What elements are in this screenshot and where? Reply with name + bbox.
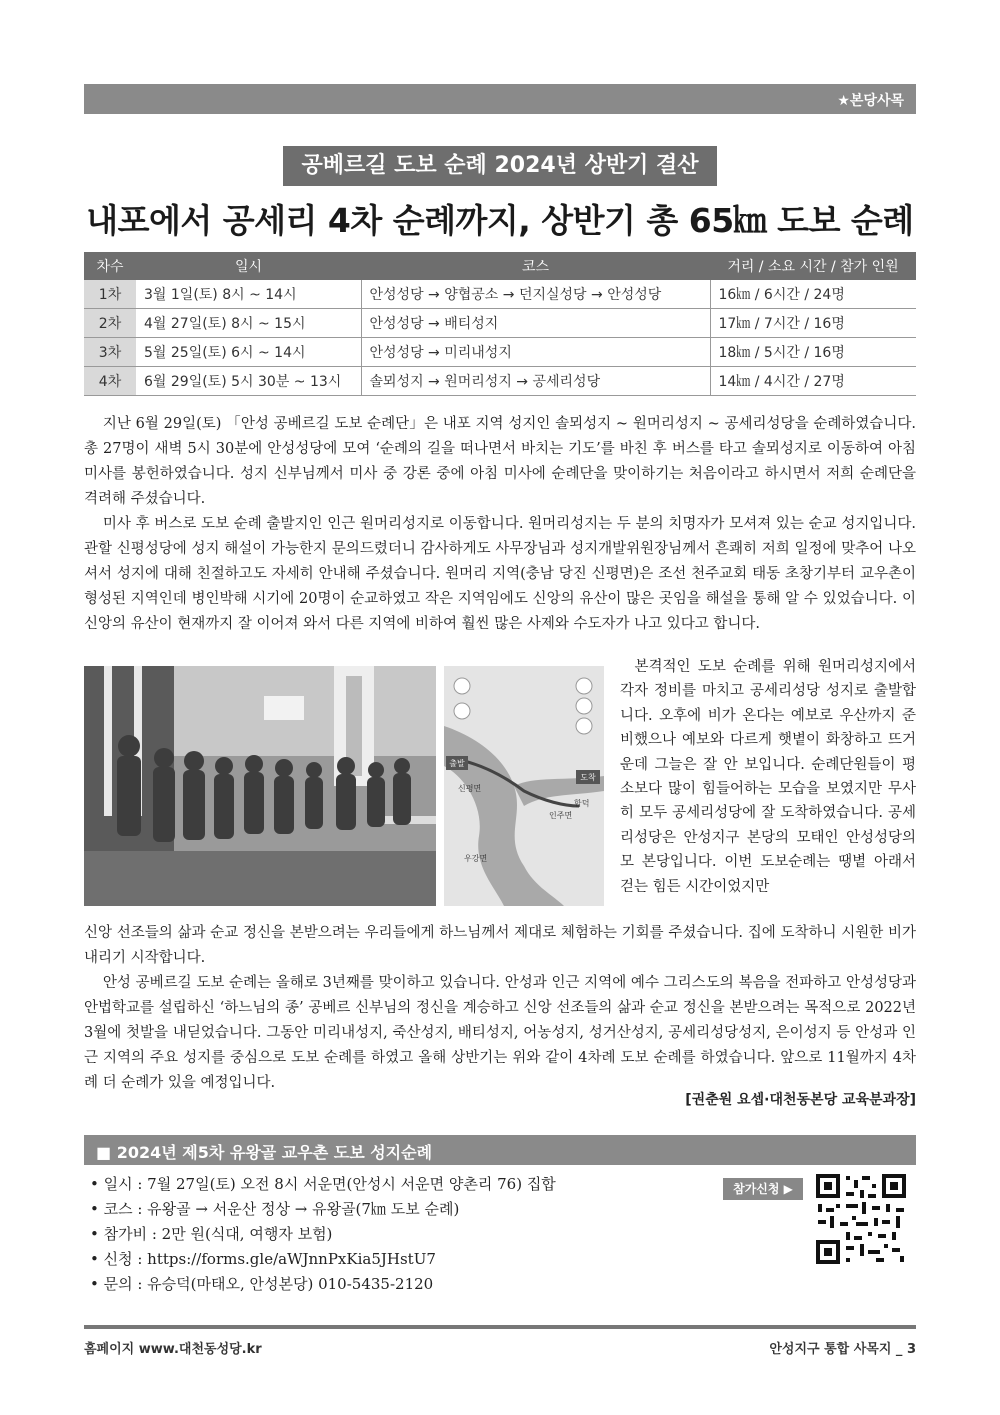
article-paragraph: 본격적인 도보 순례를 위해 원머리성지에서 각자 정비를 마치고 공세리성당 성지로 출발합니다. 오후에 비가 온다는 예보로 우산까지 준비했으나 예보와 다르게 햇볕이 화창하고 뜨거운데 그늘은 잘 안 보입니다. 순례단원들이 평소보다 많이 힘들어하는 모습을 보였지만 무사히 모두 공세리성당에 잘 도착하였습니다. 공세리성당은 안성지구 본당의 모태인 안성성당의 모 본당입니다. 이번 도보순례는 땡볕 아래서 걷는 힘든 시간이었지만 — [620, 659, 916, 895]
table-cell: 5월 25일(토) 6시 ~ 14시 — [136, 338, 361, 367]
table-cell: 14㎞ / 4시간 / 27명 — [710, 367, 916, 396]
table-header-row — [84, 252, 916, 280]
table-cell: 4월 27일(토) 8시 ~ 15시 — [136, 309, 361, 338]
article-body-bottom — [84, 921, 916, 1096]
article-paragraph: 신앙 선조들의 삶과 순교 정신을 본받으려는 우리들에게 하느님께서 제대로 체험하는 기회를 주셨습니다. 집에 도착하니 시원한 비가 내리기 시작합니다. — [84, 925, 916, 966]
table-cell: 안성성당 → 미리내성지 — [361, 338, 710, 367]
notice-header-bar — [84, 1135, 916, 1165]
table-cell: 솔뫼성지 → 원머리성지 → 공세리성당 — [361, 367, 710, 396]
apply-button[interactable]: 참가신청 ▶ — [723, 1178, 803, 1200]
qr-code-icon[interactable] — [816, 1174, 906, 1264]
table-cell: 18㎞ / 5시간 / 16명 — [710, 338, 916, 367]
col-header: 일시 — [136, 252, 361, 280]
map-label: 도착 — [580, 773, 596, 782]
pilgrims-photo-illustration — [84, 666, 436, 906]
article-headline: 내포에서 공세리 4차 순례까지, 상반기 총 65㎞ 도보 순례 — [86, 201, 914, 240]
table-cell: 2차 — [84, 309, 136, 338]
table-row — [84, 309, 916, 338]
article-paragraph: 지난 6월 29일(토) 「안성 공베르길 도보 순례단」은 내포 지역 성지인 솔뫼성지 ~ 원머리성지 ~ 공세리성당을 순례하였습니다. 총 27명이 새벽 5시 30분에 안성성당에 모여 ‘순례의 길을 떠나면서 바치는 기도’를 바친 후 버스를 타고 솔뫼성지로 이동하여 아침 미사를 봉헌하였습니다. 성지 신부님께서 미사 중 강론 중에 아침 미사에 순례단을 맞이하기는 처음이라고 하시면서 저희 순례단을 격려해 주셨습니다. — [84, 416, 916, 507]
table-cell: 4차 — [84, 367, 136, 396]
footer-page-label: 안성지구 통합 사목지 _ 3 — [769, 1342, 916, 1357]
list-item[interactable]: • 신청 : https://forms.gle/aWJnnPxKia5JHstU7 — [90, 1250, 436, 1268]
list-item: • 일시 : 7월 27일(토) 오전 8시 서운면(안성시 서운면 양촌리 76) 집합 — [90, 1175, 556, 1193]
schedule-table — [84, 252, 916, 396]
map-label: 출발 — [449, 759, 465, 768]
map-label: 인주면 — [549, 811, 573, 820]
list-item: • 코스 : 유왕골 → 서운산 정상 → 유왕골(7㎞ 도보 순례) — [90, 1200, 460, 1218]
list-item: • 문의 : 유승덕(마태오, 안성본당) 010-5435-2120 — [90, 1275, 434, 1293]
table-cell: 16㎞ / 6시간 / 24명 — [710, 280, 916, 309]
table-row — [84, 338, 916, 367]
table-row — [84, 367, 916, 396]
route-map-graphic — [444, 666, 604, 906]
table-cell: 안성성당 → 양협공소 → 던지실성당 → 안성성당 — [361, 280, 710, 309]
table-cell: 안성성당 → 배티성지 — [361, 309, 710, 338]
author-credit: [권춘원 요셉·대천동본당 교육분과장] — [685, 1092, 916, 1108]
group-photo — [84, 666, 436, 906]
table-cell: 1차 — [84, 280, 136, 309]
route-map — [444, 666, 604, 906]
col-header: 거리 / 소요 시간 / 참가 인원 — [710, 252, 916, 280]
table-cell: 6월 29일(토) 5시 30분 ~ 13시 — [136, 367, 361, 396]
table-cell: 3월 1일(토) 8시 ~ 14시 — [136, 280, 361, 309]
footer-rule — [84, 1325, 916, 1329]
col-header: 차수 — [84, 252, 136, 280]
map-label: 우강면 — [464, 854, 488, 863]
map-label: 합덕 — [574, 799, 590, 808]
article-paragraph: 미사 후 버스로 도보 순례 출발지인 인근 원머리성지로 이동합니다. 원머리성지는 두 분의 치명자가 모셔져 있는 순교 성지입니다. 관할 신평성당에 성지 해설이 가능한지 문의드렸더니 감사하게도 사무장님과 성지개발위원장님께서 흔쾌히 저희 일정에 맞추어 나오셔서 성지에 대해 친절하고도 자세히 안내해 주셨습니다. 원머리 지역(충남 당진 신평면)은 조선 천주교회 태동 초창기부터 교우촌이 형성된 지역인데 병인박해 시기에 20명이 순교하였고 작은 지역임에도 신앙의 유산이 많은 곳임을 해설을 통해 알 수 있었습니다. 이 신앙의 유산이 현재까지 잘 이어져 와서 다른 지역에 비하여 훨씬 많은 사제와 수도자가 나고 있다고 합니다. — [84, 516, 916, 632]
table-cell: 17㎞ / 7시간 / 16명 — [710, 309, 916, 338]
notice-info-list — [90, 1172, 556, 1297]
footer-homepage[interactable]: 홈페이지 www.대천동성당.kr — [84, 1342, 262, 1357]
section-tag: ★본당사목 — [837, 93, 904, 109]
article-kicker: 공베르길 도보 순례 2024년 상반기 결산 — [283, 146, 717, 186]
notice-title: ■ 2024년 제5차 유왕골 교우촌 도보 성지순례 — [96, 1143, 433, 1162]
section-header-bar — [84, 84, 916, 114]
map-label: 신평면 — [458, 784, 482, 793]
article-paragraph: 안성 공베르길 도보 순례는 올해로 3년째를 맞이하고 있습니다. 안성과 인근 지역에 예수 그리스도의 복음을 전파하고 안성성당과 안법학교를 설립하신 ‘하느님의 종’ 공베르 신부님의 정신을 계승하고 신앙 선조들의 삶과 순교 정신을 본받으려는 목적으로 2022년 3월에 첫발을 내딛었습니다. 그동안 미리내성지, 죽산성지, 배티성지, 어농성지, 성거산성지, 공세리성당성지, 은이성지 등 안성과 인근 지역의 주요 성지를 중심으로 도보 순례를 하였고 올해 상반기는 위와 같이 4차례 도보 순례를 하였습니다. 앞으로 11월까지 4차례 더 순례가 있을 예정입니다. — [84, 975, 916, 1091]
col-header: 코스 — [361, 252, 710, 280]
list-item: • 참가비 : 2만 원(식대, 여행자 보험) — [90, 1225, 333, 1243]
table-cell: 3차 — [84, 338, 136, 367]
article-body-top — [84, 412, 916, 637]
table-row — [84, 280, 916, 309]
